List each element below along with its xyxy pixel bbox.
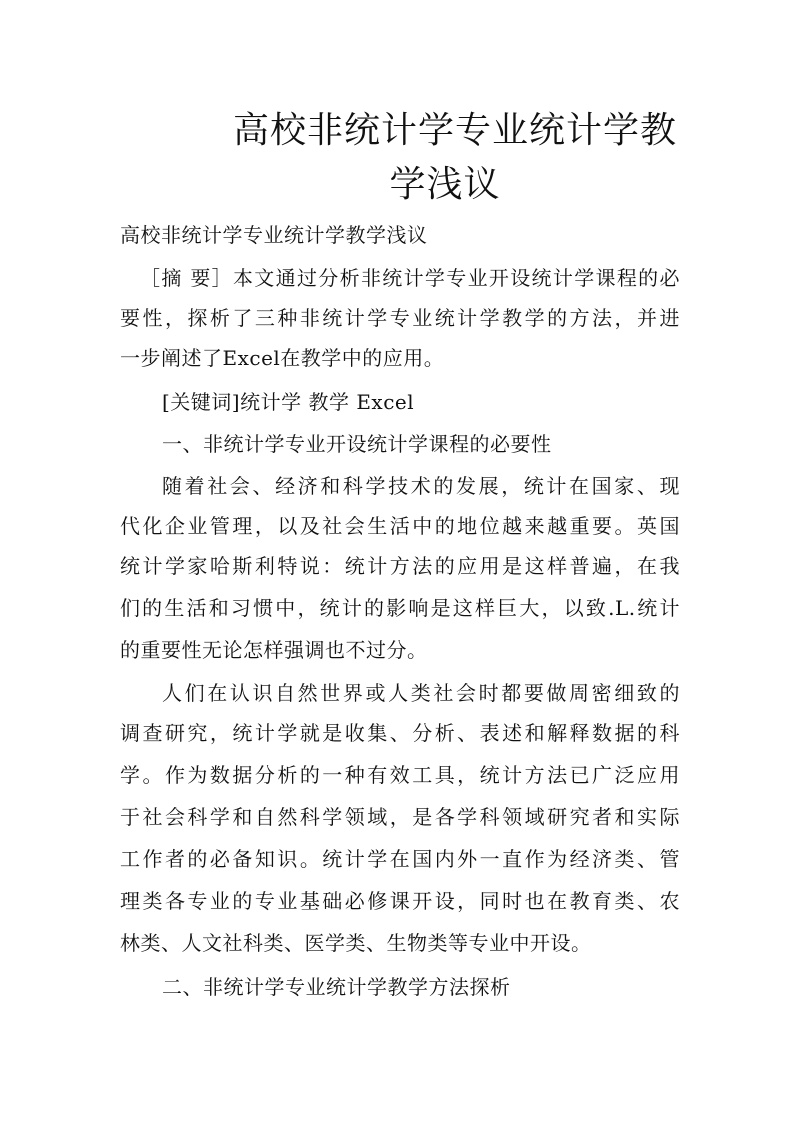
paragraph-2-line-5: 工作者的必备知识。统计学在国内外一直作为经济类、管 (120, 847, 680, 871)
abstract-line-1: ［摘 要］本文通过分析非统计学专业开设统计学课程的必 (140, 266, 680, 290)
paragraph-1-line-3: 统计学家哈斯利特说：统计方法的应用是这样普遍，在我 (120, 554, 680, 578)
paragraph-1-line-5: 的重要性无论怎样强调也不过分。 (120, 638, 428, 662)
document-title-line-1: 高校非统计学专业统计学教 (232, 110, 677, 151)
paragraph-2-line-4: 于社会科学和自然科学领域，是各学科领域研究者和实际 (120, 805, 680, 829)
paragraph-2-line-1: 人们在认识自然世界或人类社会时都要做周密细致的 (162, 681, 680, 705)
paragraph-1-line-2: 代化企业管理，以及社会生活中的地位越来越重要。英国 (120, 514, 680, 538)
paragraph-2-line-6: 理类各专业的专业基础必修课开设，同时也在教育类、农 (120, 889, 680, 913)
document-title-line-2: 学浅议 (389, 164, 501, 205)
paragraph-2-line-7: 林类、人文社科类、医学类、生物类等专业中开设。 (120, 931, 592, 955)
paragraph-2-line-2: 调查研究，统计学就是收集、分析、表述和解释数据的科 (120, 721, 680, 745)
paragraph-1-line-1: 随着社会、经济和科学技术的发展，统计在国家、现 (162, 474, 680, 498)
keywords-line: [关键词]统计学 教学 Excel (162, 390, 415, 414)
section-heading-1: 一、非统计学专业开设统计学课程的必要性 (162, 432, 552, 456)
section-heading-2: 二、非统计学专业统计学教学方法探析 (162, 975, 511, 999)
document-subtitle: 高校非统计学专业统计学教学浅议 (120, 223, 428, 247)
paragraph-2-line-3: 学。作为数据分析的一种有效工具，统计方法已广泛应用 (120, 763, 680, 787)
paragraph-1-line-4: 们的生活和习惯中，统计的影响是这样巨大，以致.L.统计 (120, 596, 680, 620)
abstract-line-2: 要性，探析了三种非统计学专业统计学教学的方法，并进 (120, 306, 680, 330)
abstract-line-3: 一步阐述了Excel在教学中的应用。 (120, 346, 445, 370)
